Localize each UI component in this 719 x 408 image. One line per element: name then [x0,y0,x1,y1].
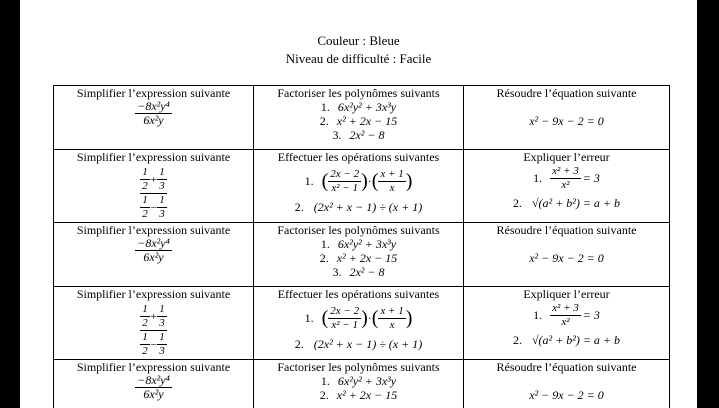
factor-cell [254,86,464,150]
fraction [328,168,361,195]
item-expression: √(a² + b²) = a + b [531,332,621,347]
item-expression: 6x²y² + 3x³y [337,374,397,388]
fraction [157,331,167,358]
item-number: 1. [304,310,314,325]
fraction-denominator: 3 [159,208,165,220]
error-item-1 [466,164,667,192]
solve-cell [464,223,670,287]
error-item-1 [466,301,667,329]
item-number: 2. [294,199,304,214]
item-number: 2. [512,332,522,347]
error-items [466,164,667,214]
solve-cell [464,360,670,408]
item-expression: 2x² − 8 [349,265,385,279]
simplify-cell [54,287,254,360]
factor-item [256,388,461,402]
fraction-denominator: x² − 1 [331,318,358,331]
open-paren: ( [371,170,379,192]
simplify-fraction [135,237,172,264]
simplify-cell [54,150,254,223]
fraction-denominator: x² [561,315,570,328]
fraction-denominator: 3 [159,180,165,192]
document-page [20,0,697,408]
fraction-numerator: x + 1 [380,304,404,317]
close-paren: ) [361,170,368,192]
simplify-title: Simplifier l’expression suivante [76,150,231,164]
simplify-title: Simplifier l’expression suivante [76,223,231,237]
error-cell [464,150,670,223]
fraction-numerator: 1 [159,331,165,343]
item-number: 2. [512,195,522,210]
fraction-numerator: 1 [159,303,165,315]
item-number: 1. [320,100,330,114]
error-item-2 [466,329,667,351]
operator: + [149,173,158,186]
fraction [550,165,581,192]
complex-numerator [140,166,166,193]
simplify-title: Simplifier l’expression suivante [76,86,231,100]
table-row [54,360,670,408]
ops-cell [254,287,464,360]
exercise-table [53,85,670,408]
fraction [550,302,581,329]
close-paren: ) [361,307,368,329]
simplify-fraction [135,100,172,127]
fraction-numerator: 1 [159,194,165,206]
item-expression: x² + 2x − 15 [336,251,398,265]
solve-equation: x² − 9x − 2 = 0 [529,388,604,402]
factor-item [256,374,461,388]
fraction-numerator: 1 [142,166,148,178]
difficulty-heading: Niveau de difficulté : Facile [285,51,432,66]
item-expression: (2x² + x − 1) ÷ (x + 1) [313,336,423,351]
solve-title: Résoudre l’équation suivante [496,360,637,374]
solve-title: Résoudre l’équation suivante [496,86,637,100]
fraction-numerator: −8x²y⁴ [137,373,170,387]
item-expression: √(a² + b²) = a + b [531,195,621,210]
fraction-denominator: x² [561,178,570,191]
factor-cell [254,360,464,408]
factor-item [256,114,461,128]
factor-item [256,128,461,142]
fraction [140,331,150,358]
item-number: 1. [320,374,330,388]
fraction-numerator: 2x − 2 [330,167,360,180]
fraction [140,166,150,193]
item-number: 3. [332,265,342,279]
error-title: Expliquer l’erreur [523,287,610,301]
fraction-numerator: x² + 3 [552,301,579,314]
operator: · [367,310,372,325]
complex-fraction [140,303,166,358]
fraction-denominator: x² − 1 [331,181,358,194]
factor-title: Factoriser les polynômes suivants [277,86,440,100]
ops-items [256,166,461,218]
operator: + [149,310,158,323]
fraction-numerator: 1 [142,194,148,206]
factor-title: Factoriser les polynômes suivants [277,360,440,374]
table-row [54,223,670,287]
error-items [466,301,667,351]
ops-title: Effectuer les opérations suivantes [277,287,440,301]
item-number: 2. [319,114,329,128]
complex-numerator [140,303,166,330]
ops-items [256,303,461,355]
item-expression: = 3 [582,307,600,322]
fraction-numerator: −8x²y⁴ [137,99,170,113]
fraction-denominator: 2 [142,208,148,220]
open-paren: ( [321,170,329,192]
ops-cell [254,150,464,223]
factor-cell [254,223,464,287]
item-expression: 6x²y² + 3x³y [337,237,397,251]
error-item-2 [466,192,667,214]
color-heading: Couleur : Bleue [317,33,400,48]
fraction [157,194,167,221]
fraction-denominator: x [389,318,395,331]
solve-title: Résoudre l’équation suivante [496,223,637,237]
factor-title: Factoriser les polynômes suivants [277,223,440,237]
fraction [378,168,405,195]
fraction-denominator: 6x²y [143,250,164,264]
fraction-numerator: 1 [142,331,148,343]
fraction [140,303,150,330]
solve-cell [464,86,670,150]
open-paren: ( [371,307,379,329]
fraction-denominator: 2 [142,317,148,329]
complex-denominator [140,331,166,358]
fraction [140,194,150,221]
table-row [54,150,670,223]
item-number: 1. [320,237,330,251]
operator: − [149,201,158,214]
operator: · [367,173,372,188]
ops-item-1 [256,166,461,196]
fraction-numerator: 2x − 2 [330,304,360,317]
simplify-title: Simplifier l’expression suivante [76,360,231,374]
factor-item [256,100,461,114]
ops-item-1 [256,303,461,333]
item-expression: (2x² + x − 1) ÷ (x + 1) [313,199,423,214]
item-number: 2. [294,336,304,351]
simplify-fraction [135,374,172,401]
table-row [54,287,670,360]
fraction [378,305,405,332]
solve-equation: x² − 9x − 2 = 0 [529,251,604,265]
fraction-denominator: 3 [159,345,165,357]
factor-item [256,265,461,279]
simplify-cell [54,86,254,150]
item-number: 2. [319,388,329,402]
fraction-denominator: 6x²y [143,113,164,127]
item-expression: 6x²y² + 3x³y [337,100,397,114]
item-expression: = 3 [582,170,600,185]
ops-title: Effectuer les opérations suivantes [277,150,440,164]
item-number: 1. [533,307,543,322]
fraction [157,166,167,193]
complex-denominator [140,194,166,221]
fraction-numerator: 1 [159,166,165,178]
error-cell [464,287,670,360]
fraction [328,305,361,332]
error-title: Expliquer l’erreur [523,150,610,164]
solve-equation: x² − 9x − 2 = 0 [529,114,604,128]
fraction-denominator: 2 [142,345,148,357]
ops-item-2 [256,196,461,218]
item-expression: x² + 2x − 15 [336,388,398,402]
item-number: 1. [533,170,543,185]
ops-item-2 [256,333,461,355]
close-paren: ) [405,170,413,192]
item-number: 2. [319,251,329,265]
simplify-title: Simplifier l’expression suivante [76,287,231,301]
open-paren: ( [321,307,329,329]
table-row [54,86,670,150]
fraction-denominator: 2 [142,180,148,192]
item-number: 3. [332,128,342,142]
fraction-numerator: x + 1 [380,167,404,180]
simplify-cell [54,223,254,287]
fraction-numerator: 1 [142,303,148,315]
operator: − [149,338,158,351]
simplify-cell [54,360,254,408]
fraction-denominator: 6x²y [143,387,164,401]
close-paren: ) [405,307,413,329]
fraction [157,303,167,330]
factor-item [256,237,461,251]
fraction-denominator: x [389,181,395,194]
fraction-numerator: −8x²y⁴ [137,236,170,250]
fraction-numerator: x² + 3 [552,164,579,177]
item-number: 1. [304,173,314,188]
item-expression: x² + 2x − 15 [336,114,398,128]
factor-item [256,251,461,265]
complex-fraction [140,166,166,221]
fraction-denominator: 3 [159,317,165,329]
item-expression: 2x² − 8 [349,128,385,142]
